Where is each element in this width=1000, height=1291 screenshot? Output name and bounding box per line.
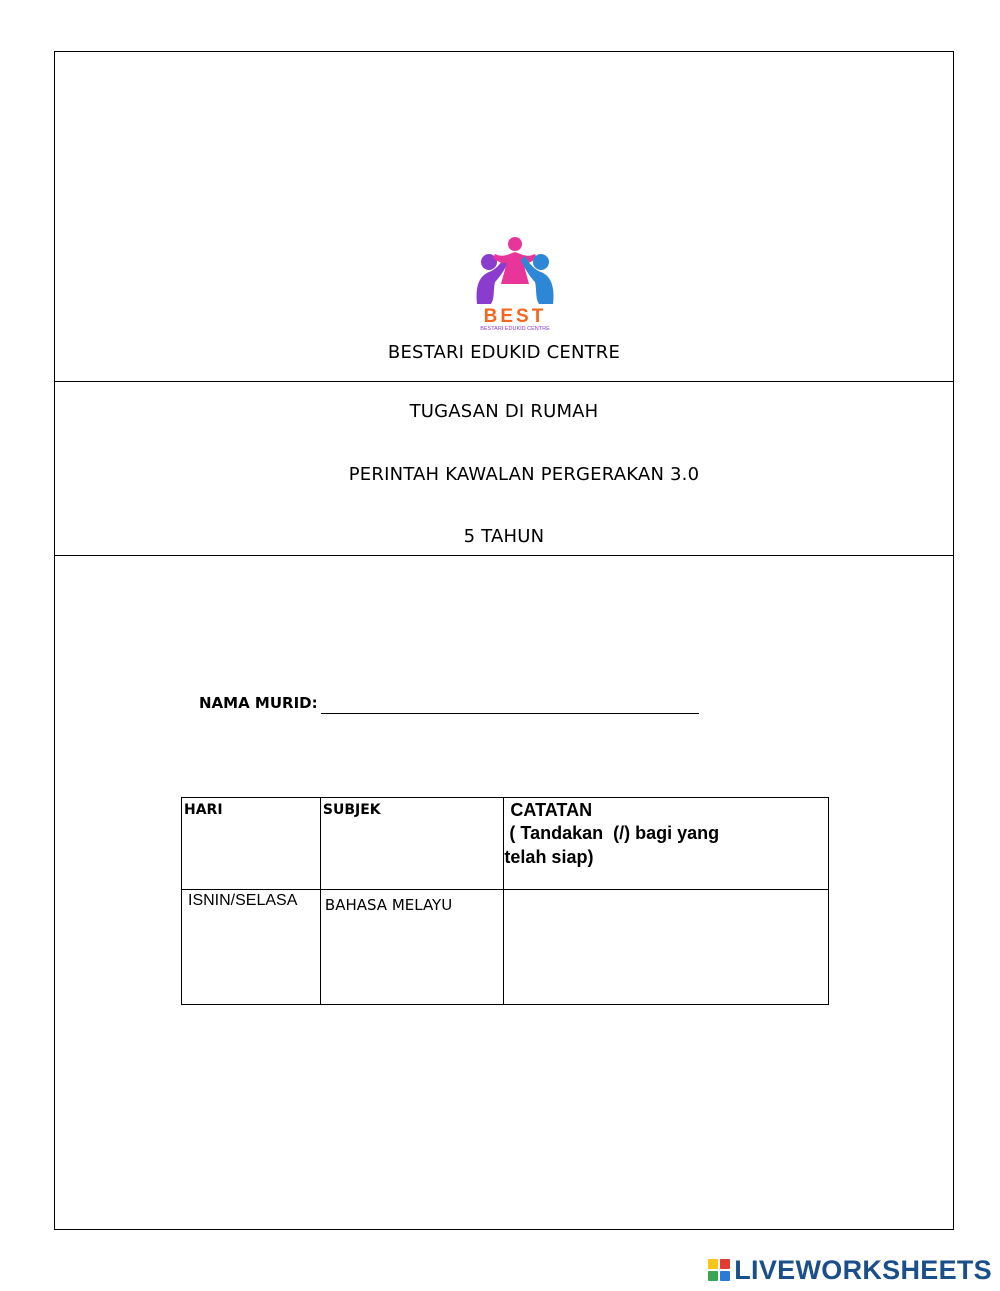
assignment-age: 5 TAHUN bbox=[463, 526, 545, 547]
divider-1 bbox=[55, 381, 953, 382]
table-header-row bbox=[182, 798, 829, 890]
row-subjek: BAHASA MELAYU bbox=[324, 896, 453, 914]
logo-text: BEST bbox=[483, 306, 547, 327]
table-row bbox=[182, 890, 829, 1005]
worksheet-frame bbox=[54, 51, 954, 1230]
header-catatan-title: CATATAN bbox=[510, 800, 593, 820]
header-catatan-line2: telah siap) bbox=[504, 847, 594, 867]
row-hari: ISNIN/SELASA bbox=[188, 892, 298, 909]
header-catatan-line1: ( Tandakan (/) bagi yang bbox=[504, 823, 720, 843]
centre-name: BESTARI EDUKID CENTRE bbox=[387, 342, 621, 363]
student-name-label: NAMA MURID: bbox=[199, 694, 318, 712]
divider-2 bbox=[55, 555, 953, 556]
liveworksheets-text: LIVEWORKSHEETS bbox=[734, 1254, 992, 1285]
row-hari-cell bbox=[182, 890, 321, 1005]
row-subjek-cell bbox=[320, 890, 504, 1005]
header-catatan-cell bbox=[504, 798, 829, 890]
assignment-subtitle: PERINTAH KAWALAN PERGERAKAN 3.0 bbox=[348, 464, 700, 485]
logo-subtext: BESTARI EDUKID CENTRE bbox=[480, 326, 550, 332]
header-subjek: SUBJEK bbox=[322, 802, 381, 818]
student-name-input[interactable] bbox=[321, 713, 699, 714]
assignment-title: TUGASAN DI RUMAH bbox=[409, 401, 599, 422]
row-catatan-cell[interactable] bbox=[504, 890, 829, 1005]
liveworksheets-brand bbox=[708, 1254, 992, 1286]
best-logo bbox=[465, 232, 565, 332]
header-hari: HARI bbox=[184, 802, 223, 818]
liveworksheets-logo-icon bbox=[708, 1259, 730, 1281]
row-catatan bbox=[504, 890, 828, 892]
header-hari-cell bbox=[182, 798, 321, 890]
header-subjek-cell bbox=[320, 798, 504, 890]
task-table bbox=[181, 797, 829, 1005]
